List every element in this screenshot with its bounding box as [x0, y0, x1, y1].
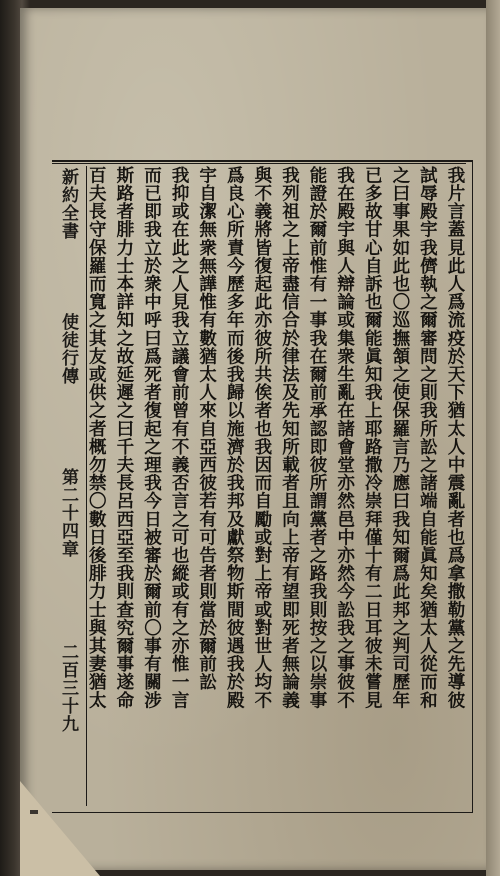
book-title: 新約全書	[58, 168, 78, 240]
text-column: 爲良心所責今歷多年而後我歸以施濟於我邦及獻祭物斯間彼遇我於殿	[224, 166, 245, 709]
body-text	[86, 166, 468, 806]
text-column: 之曰事果如此也〇巡撫頷之使保羅言乃應曰我知爾爲此邦之判司歷年	[389, 166, 410, 709]
text-column: 宇自潔無衆無譁惟有數猶太人來自亞西彼若有可告者則當於爾前訟	[196, 166, 217, 691]
chapter-label: 第二十四章	[58, 468, 78, 558]
text-column: 而已即我立於衆中呼曰爲死者復起之理我今日被審於爾前〇事有關涉	[141, 166, 162, 709]
page-tab-mark	[30, 810, 38, 814]
page-number: 二百三十九	[58, 643, 78, 733]
frame-inner-rule	[52, 163, 466, 164]
text-column: 我片言蓋見此人爲流疫於天下猶太人中震亂者也爲拿撒勒黨之先導彼	[445, 166, 465, 709]
text-column: 試辱殿宇我儕執之爾審問之則我所訟之諸端自能眞知矣猶太人從而和	[417, 166, 438, 709]
text-column: 我列祖之上帝盡信合於律法及先知所載者且向上帝有望即死者無論義	[279, 166, 300, 709]
margin-header	[54, 168, 82, 808]
next-page-edge	[486, 0, 500, 876]
text-column: 我在殿宇與人辯論或集衆生亂在諸會堂亦然邑中亦然今訟我之事彼不	[334, 166, 355, 709]
text-column: 我抑或在此之人見我立議會前曾有不義否言之可也縱或有之亦惟一言	[169, 166, 190, 709]
text-column: 百夫長守保羅而寬之其友或供之者概勿禁〇數日後腓力士與其妻猶太	[86, 166, 107, 709]
text-column: 能證於爾前惟有一事我在爾前承認即彼所謂黨者之路我則按之以崇事	[307, 166, 328, 709]
text-column: 斯路者腓力士本詳知之故延遲之曰千夫長呂西亞至我則查究爾事遂命	[113, 166, 134, 709]
section-title: 使徒行傳	[58, 313, 78, 385]
text-column: 與不義將皆復起此亦彼所共俟者也我因而自勵或對上帝或對世人均不	[251, 166, 272, 709]
text-column: 已多故甘心自訴也爾能眞知我上耶路撒冷崇拜僅十有二日耳彼未嘗見	[362, 166, 383, 709]
